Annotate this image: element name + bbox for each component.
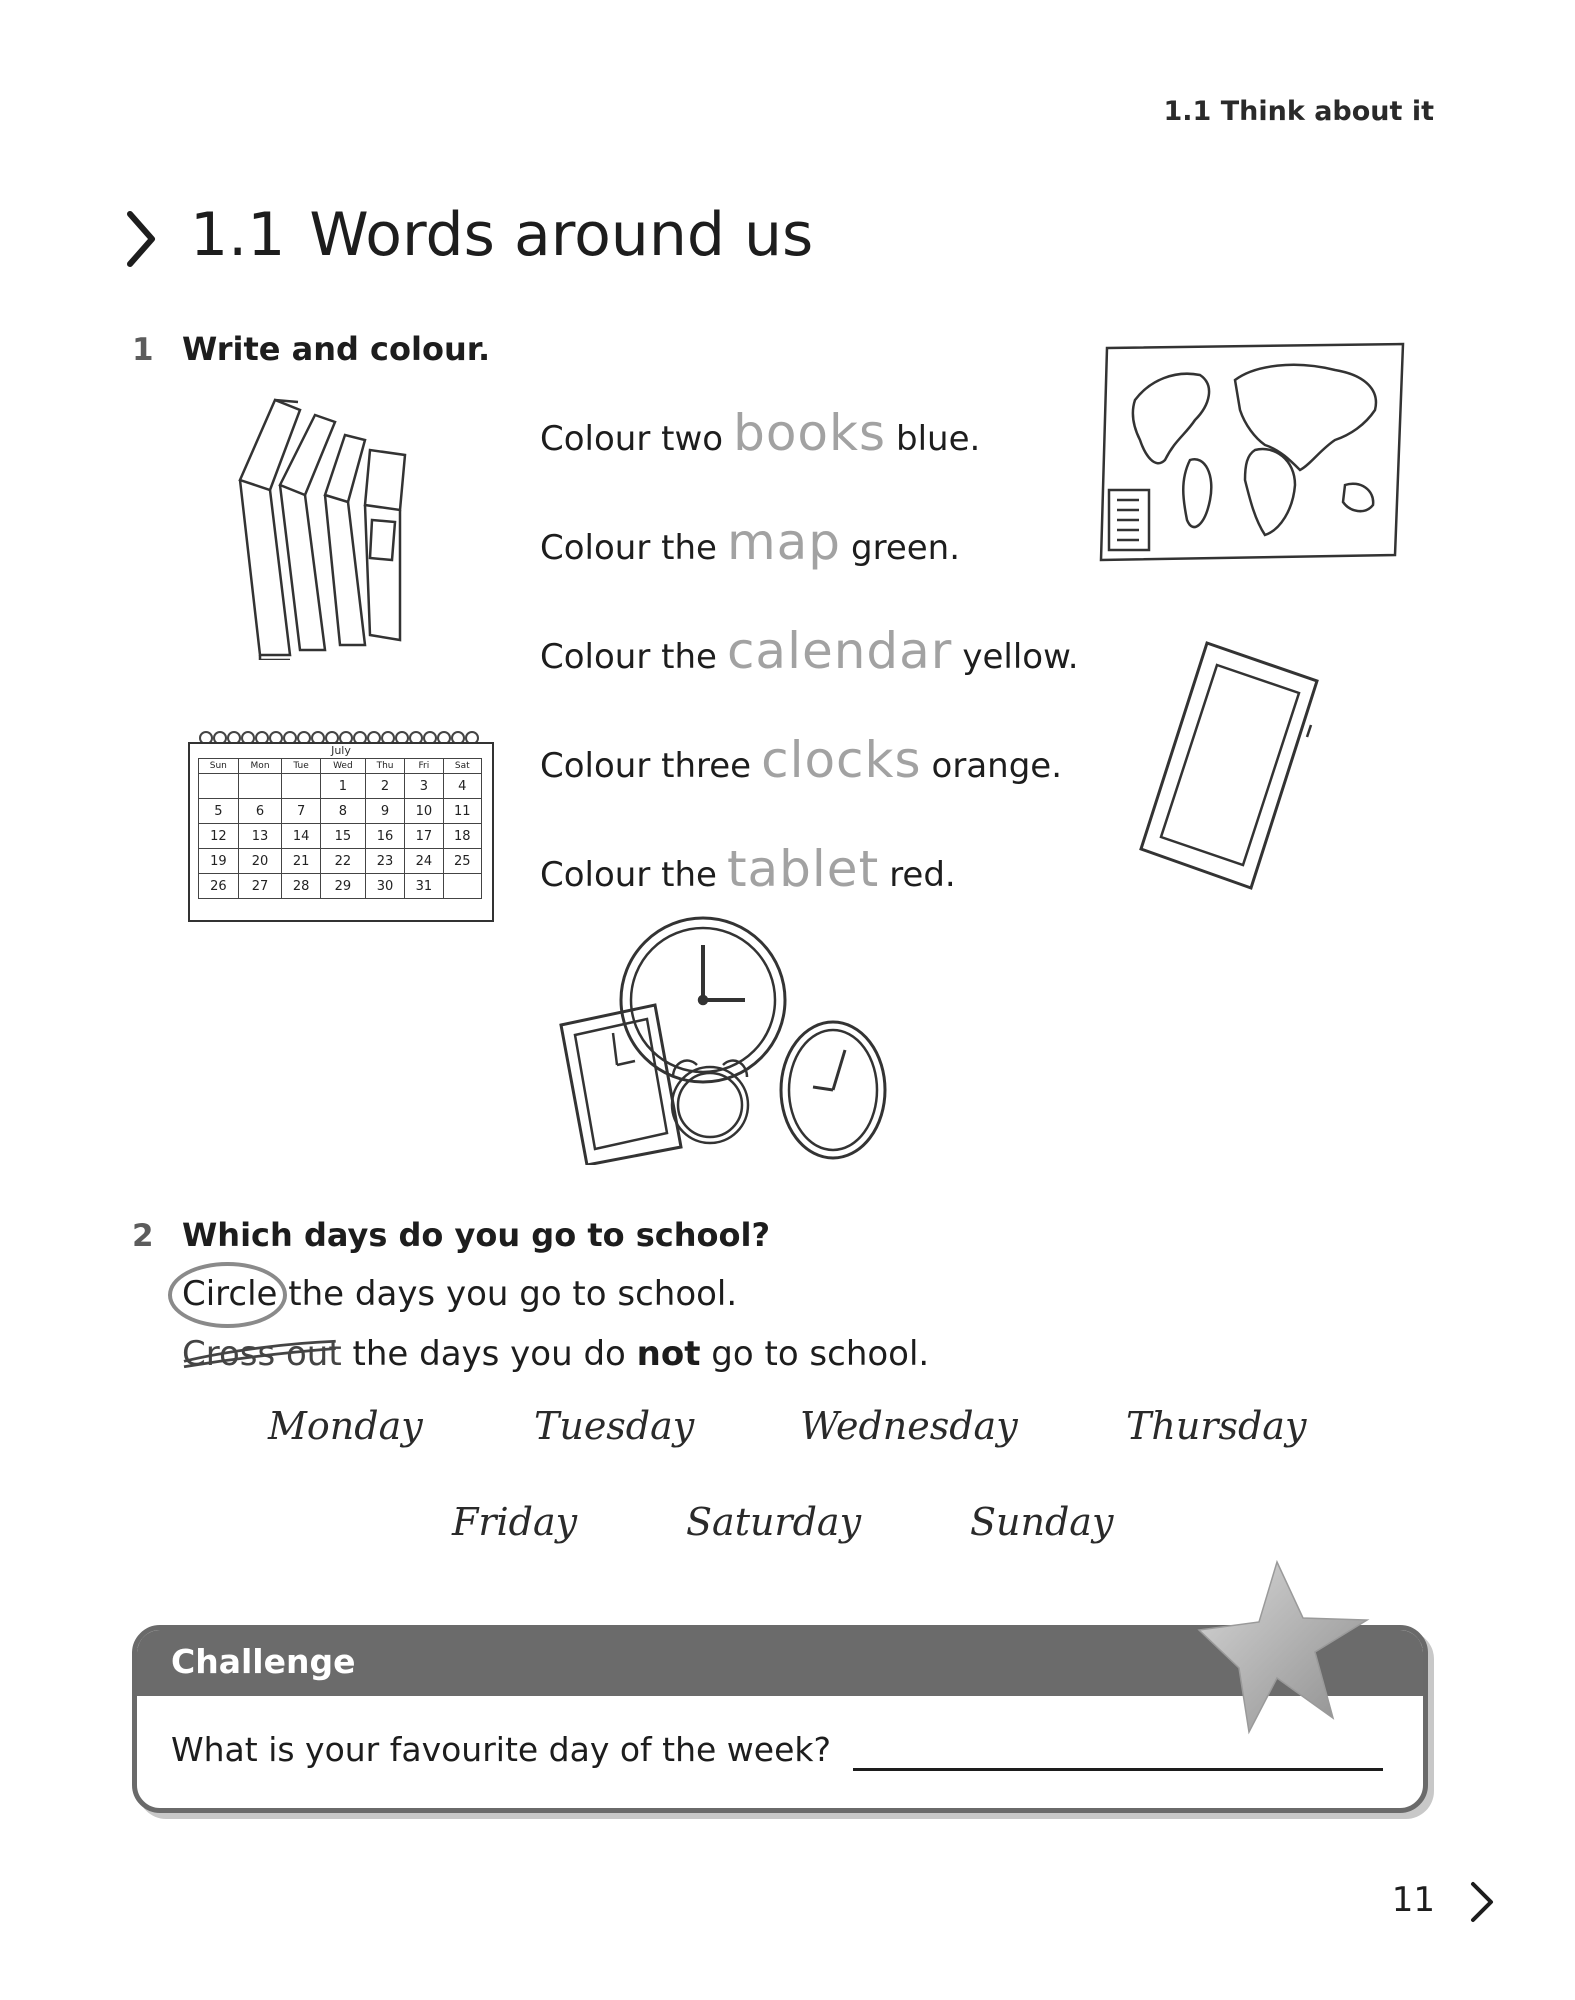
star-icon xyxy=(1195,1560,1380,1735)
trace-word-books[interactable]: books xyxy=(733,404,887,462)
calendar-weekday: Mon xyxy=(238,759,282,774)
sentence-calendar xyxy=(540,622,1079,680)
calendar-date xyxy=(238,774,282,799)
calendar-date: 31 xyxy=(405,874,443,899)
calendar-date: 14 xyxy=(282,824,320,849)
calendar-date: 16 xyxy=(365,824,404,849)
calendar-date: 6 xyxy=(238,799,282,824)
calendar-weekday: Fri xyxy=(405,759,443,774)
sentence-text: orange. xyxy=(931,746,1063,786)
tablet-illustration xyxy=(1135,635,1325,895)
sentence-text: Colour the xyxy=(540,855,717,895)
calendar-month: July xyxy=(331,744,351,757)
calendar-date: 15 xyxy=(320,824,365,849)
calendar-date: 12 xyxy=(199,824,239,849)
strike-line xyxy=(180,1334,340,1374)
instruction-text: go to school. xyxy=(700,1334,930,1374)
calendar-date xyxy=(282,774,320,799)
answer-line[interactable] xyxy=(853,1768,1383,1771)
day-friday[interactable]: Friday xyxy=(452,1500,578,1544)
title-text: Words around us xyxy=(309,200,814,270)
day-wednesday[interactable]: Wednesday xyxy=(800,1404,1018,1448)
sentence-text: red. xyxy=(889,855,956,895)
trace-word-calendar[interactable]: calendar xyxy=(726,622,953,680)
instruction-emphasis: not xyxy=(636,1334,701,1374)
trace-word-clocks[interactable]: clocks xyxy=(761,731,922,789)
calendar-date: 5 xyxy=(199,799,239,824)
calendar-weekday: Sun xyxy=(199,759,239,774)
calendar-weekday: Wed xyxy=(320,759,365,774)
sentence-clocks xyxy=(540,731,1062,789)
calendar-date: 30 xyxy=(365,874,404,899)
calendar-date: 9 xyxy=(365,799,404,824)
cross-out-example xyxy=(182,1334,342,1374)
sentence-text: blue. xyxy=(896,419,981,459)
page-number: 11 xyxy=(1391,1880,1435,1920)
day-tuesday[interactable]: Tuesday xyxy=(534,1404,695,1448)
calendar-date: 27 xyxy=(238,874,282,899)
sentence-text: yellow. xyxy=(962,637,1079,677)
calendar-date: 29 xyxy=(320,874,365,899)
clocks-illustration xyxy=(555,915,915,1165)
calendar-date: 13 xyxy=(238,824,282,849)
question-number: 2 xyxy=(132,1218,154,1254)
trace-word-map[interactable]: map xyxy=(726,513,842,571)
calendar-date: 24 xyxy=(405,849,443,874)
question-number: 1 xyxy=(132,332,154,368)
instruction-circle xyxy=(182,1274,737,1314)
challenge-title: Challenge xyxy=(171,1642,356,1681)
calendar-date: 22 xyxy=(320,849,365,874)
calendar-date: 2 xyxy=(365,774,404,799)
books-illustration xyxy=(230,390,440,660)
calendar-date: 20 xyxy=(238,849,282,874)
challenge-question: What is your favourite day of the week? xyxy=(171,1730,832,1769)
circle-example: Circle xyxy=(182,1274,278,1314)
calendar-weekday: Thu xyxy=(365,759,404,774)
calendar-date xyxy=(443,874,481,899)
calendar-date: 26 xyxy=(199,874,239,899)
calendar-date: 28 xyxy=(282,874,320,899)
calendar-date: 10 xyxy=(405,799,443,824)
sentence-tablet xyxy=(540,840,956,898)
question-prompt: Write and colour. xyxy=(182,330,491,368)
next-page-chevron-icon[interactable] xyxy=(1469,1880,1495,1924)
day-monday[interactable]: Monday xyxy=(268,1404,423,1448)
sentence-text: Colour the xyxy=(540,528,717,568)
calendar-date: 19 xyxy=(199,849,239,874)
sentence-books xyxy=(540,404,980,462)
calendar-date: 17 xyxy=(405,824,443,849)
calendar-date: 4 xyxy=(443,774,481,799)
calendar-grid xyxy=(198,758,482,899)
instruction-text: the days you do xyxy=(341,1334,637,1374)
sentence-text: Colour two xyxy=(540,419,724,459)
section-header: 1.1 Think about it xyxy=(1163,96,1434,127)
calendar-date: 18 xyxy=(443,824,481,849)
calendar-date: 11 xyxy=(443,799,481,824)
calendar-date: 7 xyxy=(282,799,320,824)
calendar-date: 8 xyxy=(320,799,365,824)
title-number: 1.1 xyxy=(190,200,286,270)
trace-word-tablet[interactable]: tablet xyxy=(726,840,880,898)
calendar-date: 25 xyxy=(443,849,481,874)
question-prompt: Which days do you go to school? xyxy=(182,1216,771,1254)
sentence-map xyxy=(540,513,960,571)
calendar-weekday: Sat xyxy=(443,759,481,774)
instruction-text: the days you go to school. xyxy=(277,1274,738,1314)
page-title xyxy=(190,200,813,270)
cross-out-word: Cross out xyxy=(182,1334,342,1374)
instruction-cross xyxy=(182,1334,929,1374)
day-sunday[interactable]: Sunday xyxy=(970,1500,1114,1544)
calendar-date: 1 xyxy=(320,774,365,799)
day-saturday[interactable]: Saturday xyxy=(686,1500,862,1544)
calendar-date: 21 xyxy=(282,849,320,874)
sentence-text: Colour three xyxy=(540,746,752,786)
sentence-text: green. xyxy=(851,528,961,568)
sentence-text: Colour the xyxy=(540,637,717,677)
day-thursday[interactable]: Thursday xyxy=(1126,1404,1307,1448)
calendar-weekday: Tue xyxy=(282,759,320,774)
calendar-date: 3 xyxy=(405,774,443,799)
map-illustration xyxy=(1095,340,1415,570)
calendar-date xyxy=(199,774,239,799)
calendar-date: 23 xyxy=(365,849,404,874)
chevron-right-icon xyxy=(126,210,156,268)
calendar-illustration xyxy=(182,728,500,924)
